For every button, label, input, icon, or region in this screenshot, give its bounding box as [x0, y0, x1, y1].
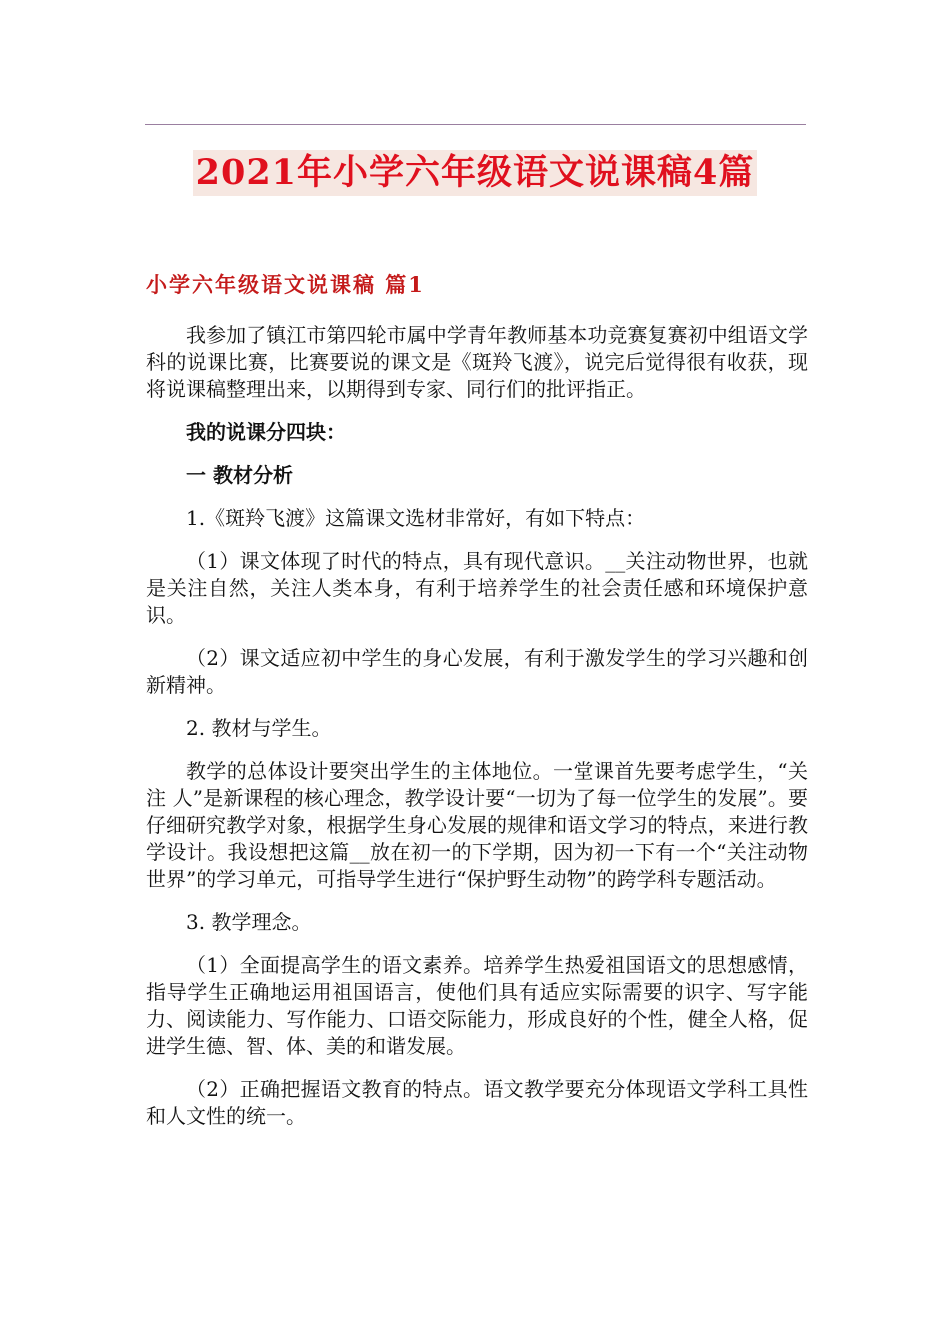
- paragraph: 我参加了镇江市第四轮市属中学青年教师基本功竞赛复赛初中组语文学科的说课比赛，比赛要说的课文是《斑羚飞渡》，说完后觉得很有收获，现将说课稿整理出来，以期得到专家、同行们的批评指正。: [146, 323, 808, 401]
- paragraph: 教学的总体设计要突出学生的主体地位。一堂课首先要考虑学生，“关注 人”是新课程的核心理念，教学设计要“一切为了每一位学生的发展”。要仔细研究教学对象，根据学生身心发展的规律和语文学习的特点，来进行教学设计。我设想把这篇__放在初一的下学期，因为初一下有一个“关注动物世界”的学习单元，可指导学生进行“保护野生动物”的跨学科专题活动。: [146, 759, 808, 891]
- paragraph: 1.《斑羚飞渡》这篇课文选材非常好，有如下特点：: [186, 506, 646, 530]
- paragraph: 2. 教材与学生。: [186, 716, 332, 740]
- document-title-text: 2021年小学六年级语文说课稿4篇: [193, 150, 758, 196]
- paragraph: 3. 教学理念。: [186, 910, 312, 934]
- paragraph-list: [146, 322, 808, 1130]
- paragraph: 我的说课分四块：: [186, 420, 346, 444]
- paragraph: （2）课文适应初中学生的身心发展，有利于激发学生的学习兴趣和创新精神。: [146, 646, 808, 697]
- paragraph: （1）课文体现了时代的特点，具有现代意识。__关注动物世界，也就是关注自然，关注人类本身，有利于培养学生的社会责任感和环境保护意识。: [146, 549, 808, 627]
- paragraph: 一 教材分析: [186, 463, 293, 487]
- paragraph: （1）全面提高学生的语文素养。培养学生热爱祖国语文的思想感情，指导学生正确地运用祖国语言，使他们具有适应实际需要的识字、写字能力、阅读能力、写作能力、口语交际能力，形成良好的个性，健全人格，促进学生德、智、体、美的和谐发展。: [146, 953, 808, 1058]
- document-title: [0, 150, 950, 196]
- paragraph: （2）正确把握语文教育的特点。语文教学要充分体现语文学科工具性和人文性的统一。: [146, 1077, 808, 1128]
- section-heading: 小学六年级语文说课稿 篇1: [146, 272, 425, 297]
- header-rule: [145, 124, 806, 125]
- document-body: [146, 262, 808, 1146]
